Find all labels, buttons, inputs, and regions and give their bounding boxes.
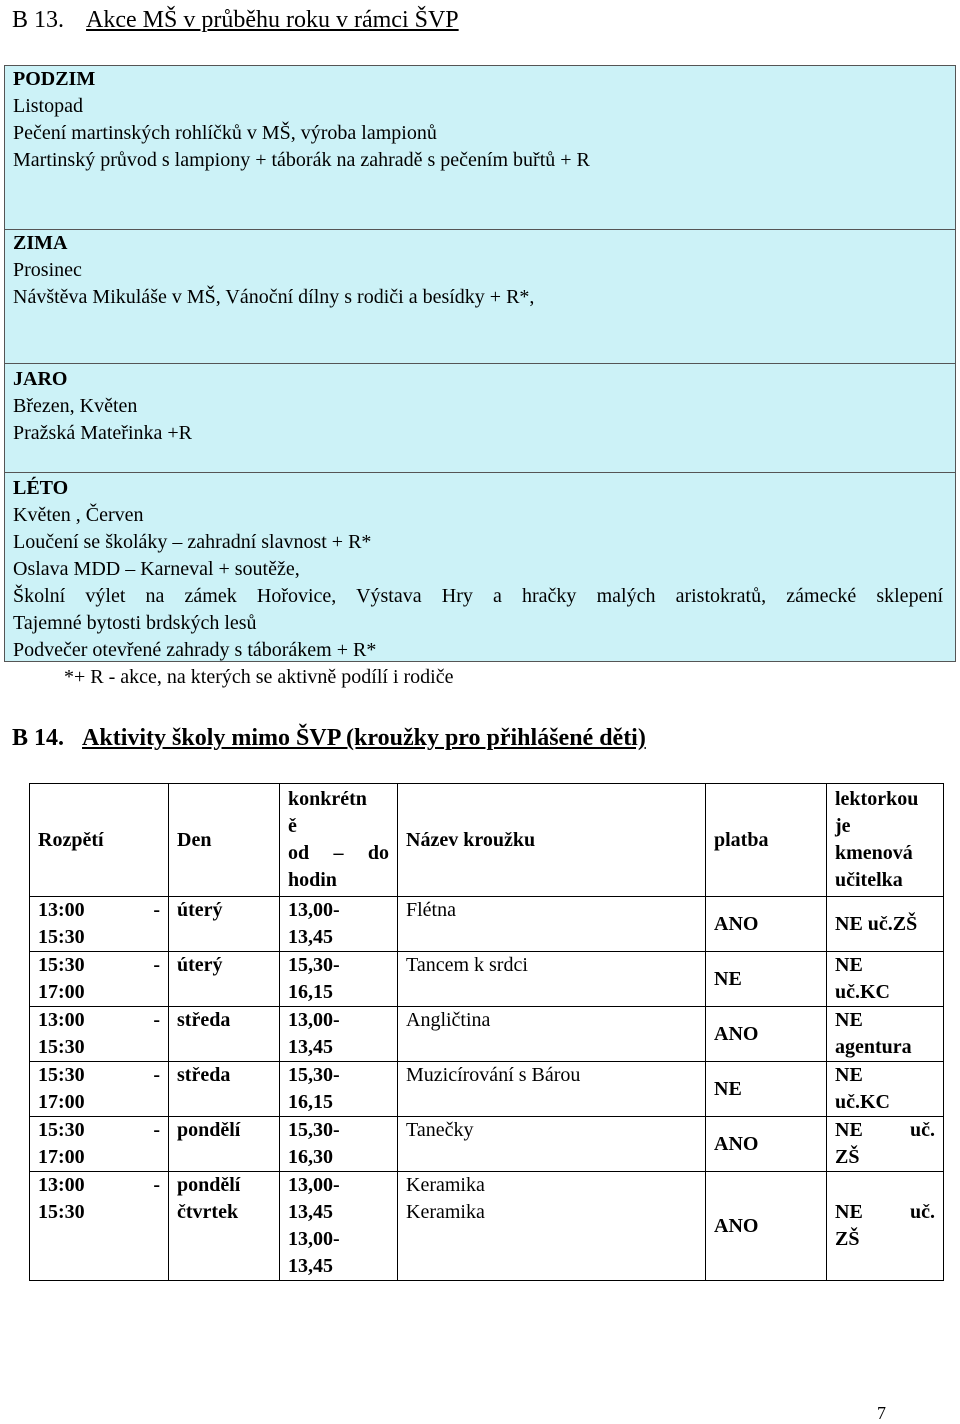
cell-platba: ANO xyxy=(706,1007,827,1062)
cell-hodin: 15,30- 16,15 xyxy=(280,1062,398,1117)
cell-nazev: Keramika Keramika xyxy=(398,1172,706,1281)
section-title: Aktivity školy mimo ŠVP (kroužky pro přihlášené děti) xyxy=(82,725,646,751)
header-hodin: konkrétn ě od – do hodin xyxy=(280,784,398,897)
cell-platba: NE xyxy=(706,952,827,1007)
table-row xyxy=(30,1062,944,1117)
header-nazev: Název kroužku xyxy=(398,784,706,897)
cell-hodin: 15,30- 16,15 xyxy=(280,952,398,1007)
cell-den: pondělí čtvrtek xyxy=(169,1172,280,1281)
cell-den: středa xyxy=(169,1007,280,1062)
table-header-row xyxy=(30,784,944,897)
table-row xyxy=(30,952,944,1007)
cell-nazev: Muzicírování s Bárou xyxy=(398,1062,706,1117)
cell-platba: NE xyxy=(706,1062,827,1117)
table-row xyxy=(30,1117,944,1172)
header-den: Den xyxy=(169,784,280,897)
cell-hodin: 13,00- 13,45 xyxy=(280,897,398,952)
cell-rozpeti: 13:00 - 15:30 xyxy=(30,1007,169,1062)
cell-rozpeti: 15:30 - 17:00 xyxy=(30,952,169,1007)
activities-table xyxy=(29,783,944,1281)
cell-platba: ANO xyxy=(706,897,827,952)
season-name: LÉTO xyxy=(13,477,69,499)
table-row xyxy=(30,1172,944,1281)
cell-den: úterý xyxy=(169,952,280,1007)
section-heading-b13 xyxy=(12,4,459,36)
season-month: Prosinec xyxy=(13,259,82,281)
cell-platba: ANO xyxy=(706,1172,827,1281)
cell-den: pondělí xyxy=(169,1117,280,1172)
cell-lektor: NE uč.KC xyxy=(827,1062,944,1117)
footnote: *+ R - akce, na kterých se aktivně podílí i rodiče xyxy=(64,666,454,688)
event-line: Martinský průvod s lampiony + táborák na zahradě s pečením buřtů + R xyxy=(13,149,590,171)
season-name: JARO xyxy=(13,368,68,390)
event-line: Loučení se školáky – zahradní slavnost + R* xyxy=(13,531,372,553)
header-lektor: lektorkou je kmenová učitelka xyxy=(827,784,944,897)
page-number: 7 xyxy=(877,1403,886,1423)
header-rozpeti: Rozpětí xyxy=(30,784,169,897)
table-row xyxy=(30,897,944,952)
event-line: Podvečer otevřené zahrady s táborákem + R* xyxy=(13,639,377,661)
season-box-podzim xyxy=(4,65,956,230)
event-line: Oslava MDD – Karneval + soutěže, xyxy=(13,558,300,580)
season-name: PODZIM xyxy=(13,68,96,90)
cell-hodin: 13,00- 13,45 13,00- 13,45 xyxy=(280,1172,398,1281)
cell-lektor: NE agentura xyxy=(827,1007,944,1062)
cell-nazev: Flétna xyxy=(398,897,706,952)
cell-lektor: NE uč. ZŠ xyxy=(827,1172,944,1281)
cell-rozpeti: 13:00 - 15:30 xyxy=(30,1172,169,1281)
event-line: Školní výlet na zámek Hořovice, Výstava Hry a hračky malých aristokratů, zámecké sklepení xyxy=(13,585,943,607)
section-number: B 14. xyxy=(12,725,65,751)
season-box-jaro xyxy=(4,363,956,473)
cell-rozpeti: 15:30 - 17:00 xyxy=(30,1117,169,1172)
section-title: Akce MŠ v průběhu roku v rámci ŠVP xyxy=(86,7,459,33)
event-line: Pečení martinských rohlíčků v MŠ, výroba lampionů xyxy=(13,122,437,144)
cell-lektor: NE uč.KC xyxy=(827,952,944,1007)
cell-lektor: NE uč.ZŠ xyxy=(827,897,944,952)
season-box-leto xyxy=(4,472,956,662)
event-line: Návštěva Mikuláše v MŠ, Vánoční dílny s rodiči a besídky + R*, xyxy=(13,286,535,308)
cell-hodin: 15,30- 16,30 xyxy=(280,1117,398,1172)
cell-den: úterý xyxy=(169,897,280,952)
event-line: Pražská Mateřinka +R xyxy=(13,422,193,444)
cell-rozpeti: 13:00 - 15:30 xyxy=(30,897,169,952)
cell-platba: ANO xyxy=(706,1117,827,1172)
cell-nazev: Angličtina xyxy=(398,1007,706,1062)
cell-hodin: 13,00- 13,45 xyxy=(280,1007,398,1062)
cell-nazev: Tancem k srdci xyxy=(398,952,706,1007)
season-month: Březen, Květen xyxy=(13,395,138,417)
section-number: B 13. xyxy=(12,7,65,33)
season-month: Květen , Červen xyxy=(13,504,144,526)
cell-lektor: NE uč. ZŠ xyxy=(827,1117,944,1172)
cell-den: středa xyxy=(169,1062,280,1117)
table-row xyxy=(30,1007,944,1062)
season-box-zima xyxy=(4,229,956,364)
cell-rozpeti: 15:30 - 17:00 xyxy=(30,1062,169,1117)
section-heading-b14 xyxy=(12,722,646,754)
header-platba: platba xyxy=(706,784,827,897)
event-line: Tajemné bytosti brdských lesů xyxy=(13,612,257,634)
cell-nazev: Tanečky xyxy=(398,1117,706,1172)
season-name: ZIMA xyxy=(13,232,68,254)
season-month: Listopad xyxy=(13,95,83,117)
